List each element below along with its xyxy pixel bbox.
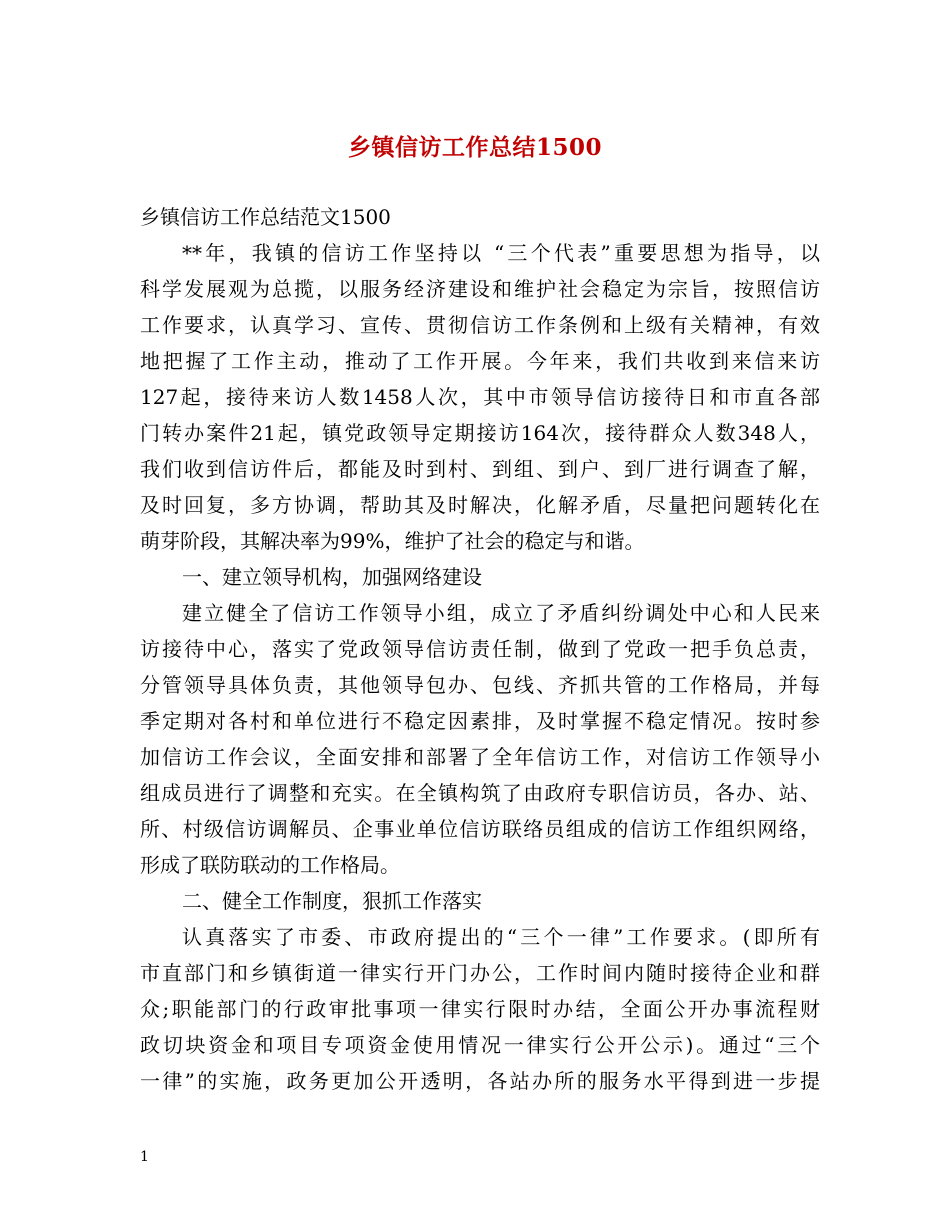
text-line: 二、健全工作制度，狠抓工作落实 bbox=[182, 889, 482, 913]
text-line: 萌芽阶段，其解决率为99%，维护了社会的稳定与和谐。 bbox=[140, 529, 645, 553]
text-line: 所、村级信访调解员、企事业单位信访联络员组成的信访工作组织网络， bbox=[140, 817, 820, 841]
text-line: 一、建立领导机构，加强网络建设 bbox=[182, 565, 482, 589]
text-line: 众;职能部门的行政审批事项一律实行限时办结，全面公开办事流程财 bbox=[140, 997, 820, 1021]
text-line: 一律”的实施，政务更加公开透明，各站办所的服务水平得到进一步提 bbox=[140, 1069, 820, 1093]
text-line: 形成了联防联动的工作格局。 bbox=[140, 853, 400, 877]
text-line: 市直部门和乡镇街道一律实行开门办公，工作时间内随时接待企业和群 bbox=[140, 961, 820, 985]
text-line: 加信访工作会议，全面安排和部署了全年信访工作，对信访工作领导小 bbox=[140, 745, 820, 769]
text-line: 访接待中心，落实了党政领导信访责任制，做到了党政一把手负总责， bbox=[140, 637, 820, 661]
text-line: 乡镇信访工作总结范文1500 bbox=[140, 205, 391, 229]
text-line: 认真落实了市委、市政府提出的“三个一律”工作要求。(即所有 bbox=[182, 925, 820, 949]
text-line: **年，我镇的信访工作坚持以 “三个代表”重要思想为指导，以 bbox=[182, 241, 820, 265]
text-line: 工作要求，认真学习、宣传、贯彻信访工作条例和上级有关精神，有效 bbox=[140, 313, 820, 337]
text-line: 我们收到信访件后，都能及时到村、到组、到户、到厂进行调查了解， bbox=[140, 457, 820, 481]
text-line: 分管领导具体负责，其他领导包办、包线、齐抓共管的工作格局，并每 bbox=[140, 673, 820, 697]
text-line: 门转办案件21起，镇党政领导定期接访164次，接待群众人数348人， bbox=[140, 421, 820, 445]
text-line: 及时回复，多方协调，帮助其及时解决，化解矛盾，尽量把问题转化在 bbox=[140, 493, 820, 517]
text-line: 组成员进行了调整和充实。在全镇构筑了由政府专职信访员，各办、站、 bbox=[140, 781, 820, 805]
document-body bbox=[140, 199, 820, 1099]
text-line: 127起，接待来访人数1458人次，其中市领导信访接待日和市直各部 bbox=[140, 385, 820, 409]
text-line: 政切块资金和项目专项资金使用情况一律实行公开公示)。通过“三个 bbox=[140, 1033, 820, 1057]
text-line: 建立健全了信访工作领导小组，成立了矛盾纠纷调处中心和人民来 bbox=[182, 601, 820, 625]
text-line: 地把握了工作主动，推动了工作开展。今年来，我们共收到来信来访 bbox=[140, 349, 820, 373]
text-line: 季定期对各村和单位进行不稳定因素排，及时掌握不稳定情况。按时参 bbox=[140, 709, 820, 733]
text-line: 科学发展观为总揽，以服务经济建设和维护社会稳定为宗旨，按照信访 bbox=[140, 277, 820, 301]
page-number: 1 bbox=[140, 1149, 149, 1165]
document-title: 乡镇信访工作总结1500 bbox=[347, 134, 602, 161]
